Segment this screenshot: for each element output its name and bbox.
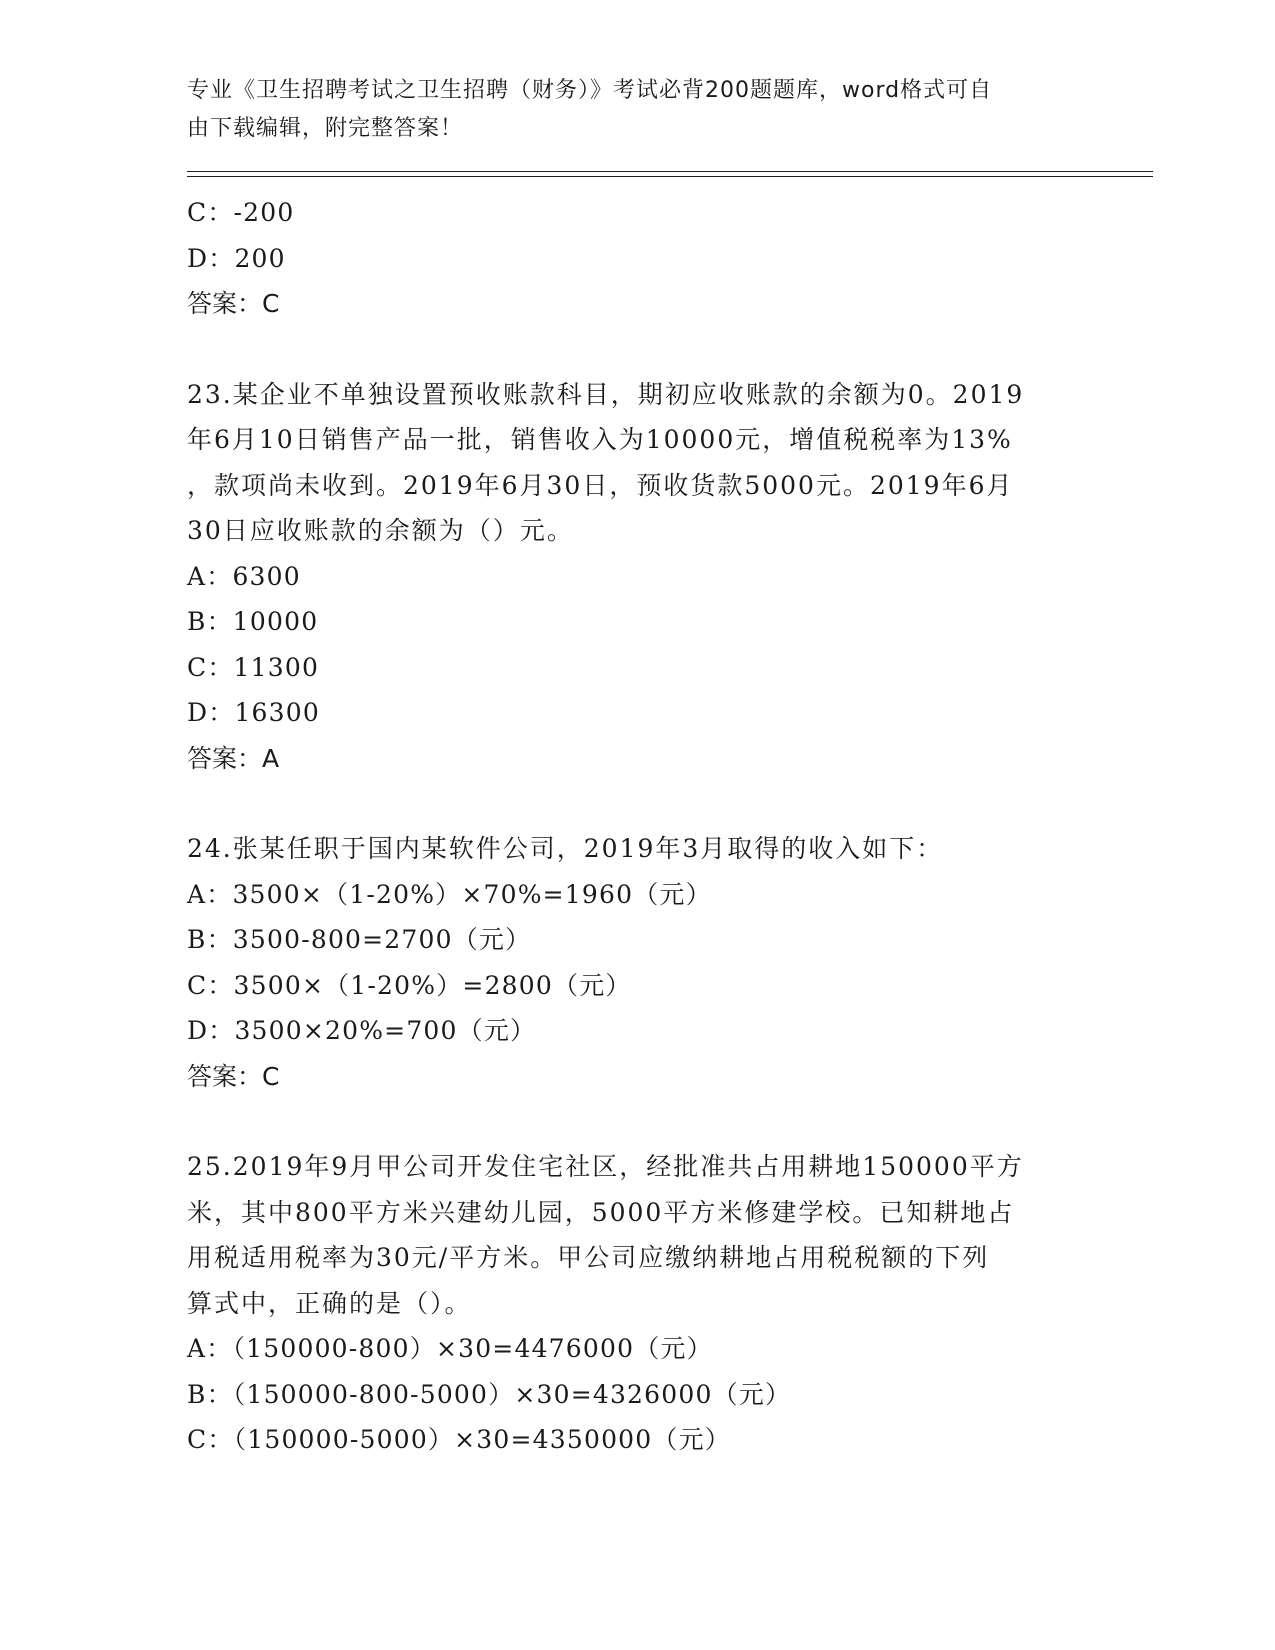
option-b: B：3500-800=2700（元）	[187, 925, 532, 954]
question-stem	[187, 372, 1067, 554]
question-stem	[187, 826, 1067, 872]
option-a: A：6300	[187, 561, 301, 591]
answer-line: 答案：C	[187, 289, 280, 318]
question-23	[187, 372, 1067, 782]
stem-line: 用税适用税率为30元/平方米。甲公司应缴纳耕地占用税税额的下列	[187, 1243, 990, 1272]
stem-line: 25.2019年9月甲公司开发住宅社区，经批准共占用耕地150000平方	[187, 1152, 1024, 1181]
document-header	[187, 72, 1067, 148]
question-stem	[187, 1144, 1067, 1326]
stem-line: ，款项尚未收到。2019年6月30日，预收货款5000元。2019年6月	[187, 470, 1014, 500]
header-divider-bottom	[187, 176, 1153, 177]
option-c: C：（150000-5000）×30=4350000（元）	[187, 1425, 731, 1454]
option-c: C：3500×（1-20%）=2800（元）	[187, 970, 632, 1000]
option-c: C：11300	[187, 652, 320, 682]
option-d: D：3500×20%=700（元）	[187, 1016, 537, 1045]
option-d: D：16300	[187, 698, 320, 727]
option-d: D：200	[187, 243, 286, 273]
question-24	[187, 826, 1067, 1099]
stem-line: 年6月10日销售产品一批，销售收入为10000元，增值税税率为13%	[187, 425, 1013, 454]
header-line-2: 由下载编辑，附完整答案！	[187, 116, 464, 141]
stem-line: 30日应收账款的余额为（）元。	[187, 516, 574, 545]
option-b: B：10000	[187, 607, 319, 636]
option-a: A：3500×（1-20%）×70%=1960（元）	[187, 879, 712, 909]
stem-line: 23.某企业不单独设置预收账款科目，期初应收账款的余额为0。2019	[187, 379, 1025, 409]
question-25	[187, 1144, 1067, 1463]
header-line-1: 专业《卫生招聘考试之卫生招聘（财务）》考试必背200题题库，word格式可自	[187, 78, 993, 103]
option-c: C：-200	[187, 198, 295, 227]
stem-line: 米，其中800平方米兴建幼儿园，5000平方米修建学校。已知耕地占	[187, 1197, 1015, 1227]
option-a: A：（150000-800）×30=4476000（元）	[187, 1334, 713, 1363]
question-list	[187, 190, 1067, 1463]
option-b: B：（150000-800-5000）×30=4326000（元）	[187, 1379, 792, 1409]
answer-line: 答案：C	[187, 1061, 280, 1091]
stem-line: 24.张某任职于国内某软件公司，2019年3月取得的收入如下：	[187, 834, 944, 863]
previous-question-tail	[187, 190, 1067, 327]
answer-line: 答案：A	[187, 743, 280, 773]
stem-line: 算式中，正确的是（）。	[187, 1288, 472, 1318]
header-divider-top	[187, 171, 1153, 172]
